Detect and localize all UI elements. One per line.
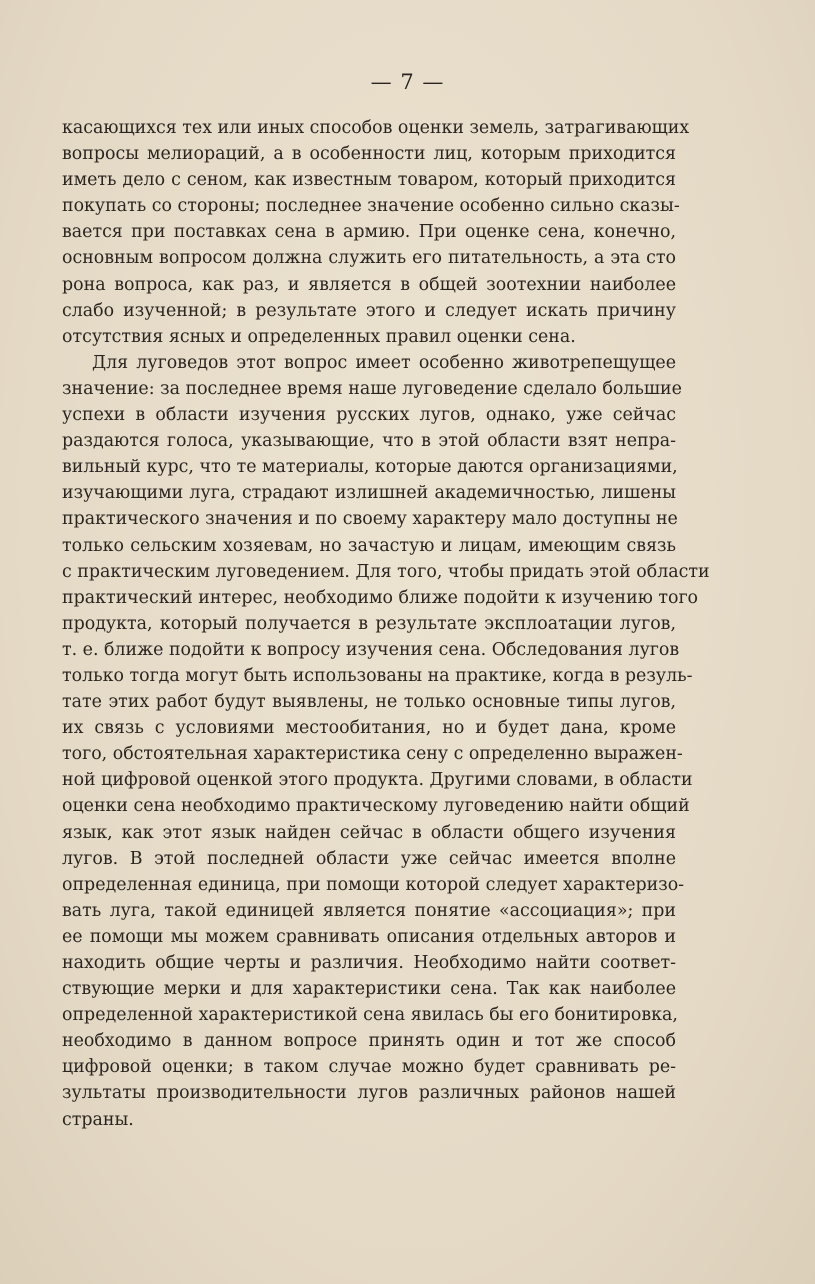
page-number: — 7 — bbox=[370, 70, 445, 94]
text-line: их связь с условиями местообитания, но и будет дана, кроме bbox=[62, 718, 676, 739]
text-line: вается при поставках сена в армию. При оценке сена, конечно, bbox=[62, 222, 676, 243]
text-line: зультаты производительности лугов различных районов нашей bbox=[62, 1083, 676, 1104]
text-line: слабо изученной; в результате этого и следует искать причину bbox=[62, 300, 676, 321]
text-line: только сельским хозяевам, но зачастую и лицам, имеющим связь bbox=[62, 535, 676, 556]
text-line: лугов. В этой последней области уже сейчас имеется вполне bbox=[62, 848, 676, 869]
text-line: цифровой оценки; в таком случае можно будет сравнивать ре- bbox=[62, 1057, 676, 1078]
text-line: рона вопроса, как раз, и является в общей зоотехнии наиболее bbox=[62, 274, 676, 295]
text-line: значение: за последнее время наше луговедение сделало большие bbox=[62, 378, 682, 399]
text-line: отсутствия ясных и определенных правил оценки сена. bbox=[62, 326, 576, 347]
text-line: вильный курс, что те материалы, которые даются организациями, bbox=[62, 457, 678, 478]
text-line: ее помощи мы можем сравнивать описания отдельных авторов и bbox=[62, 926, 676, 947]
text-line: только тогда могут быть использованы на практике, когда в резуль- bbox=[62, 665, 693, 686]
text-line: определенная единица, при помощи которой следует характеризо- bbox=[62, 874, 685, 895]
text-line: иметь дело с сеном, как известным товаром, который приходится bbox=[62, 170, 676, 191]
text-line: изучающими луга, страдают излишней академичностью, лишены bbox=[62, 483, 676, 504]
text-line: страны. bbox=[62, 1109, 134, 1130]
text-line: необходимо в данном вопросе принять один и тот же способ bbox=[62, 1031, 676, 1052]
text-line: определенной характеристикой сена явилась бы его бонитировка, bbox=[62, 1005, 678, 1026]
text-line: вать луга, такой единицей является понятие «ассоциация»; при bbox=[62, 900, 676, 921]
text-line: тате этих работ будут выявлены, не только основные типы лугов, bbox=[62, 692, 676, 713]
text-line: того, обстоятельная характеристика сену с определенно выражен- bbox=[62, 744, 683, 765]
text-line: продукта, который получается в результате эксплоатации лугов, bbox=[62, 613, 676, 634]
text-line: ствующие мерки и для характеристики сена. Так как наиболее bbox=[62, 979, 676, 1000]
text-line: основным вопросом должна служить его питательность, а эта сто bbox=[62, 248, 676, 269]
text-line: ной цифровой оценкой этого продукта. Другими словами, в области bbox=[62, 770, 693, 791]
text-line: покупать со стороны; последнее значение особенно сильно сказы- bbox=[62, 196, 680, 217]
text-line: успехи в области изучения русских лугов, однако, уже сейчас bbox=[62, 405, 676, 426]
text-line: касающихся тех или иных способов оценки земель, затрагивающих bbox=[62, 118, 690, 138]
text-line: с практическим луговедением. Для того, чтобы придать этой области bbox=[62, 561, 710, 582]
text-line: находить общие черты и различия. Необходимо найти соответ- bbox=[62, 953, 676, 973]
text-line: практического значения и по своему характеру мало доступны не bbox=[62, 509, 678, 530]
text-line: т. е. ближе подойти к вопросу изучения сена. Обследования лугов bbox=[62, 639, 680, 660]
body-text bbox=[62, 115, 710, 1133]
text-line: Для луговедов этот вопрос имеет особенно животрепещущее bbox=[92, 352, 676, 373]
text-line: раздаются голоса, указывающие, что в этой области взят непра- bbox=[62, 431, 676, 452]
paragraph-2 bbox=[62, 350, 710, 1133]
text-line: оценки сена необходимо практическому луговедению найти общий bbox=[62, 796, 690, 817]
paragraph-1 bbox=[62, 115, 690, 350]
text-line: язык, как этот язык найден сейчас в области общего изучения bbox=[62, 822, 676, 843]
text-line: практический интерес, необходимо ближе подойти к изучению того bbox=[62, 587, 699, 608]
text-line: вопросы мелиораций, а в особенности лиц, которым приходится bbox=[62, 144, 676, 165]
